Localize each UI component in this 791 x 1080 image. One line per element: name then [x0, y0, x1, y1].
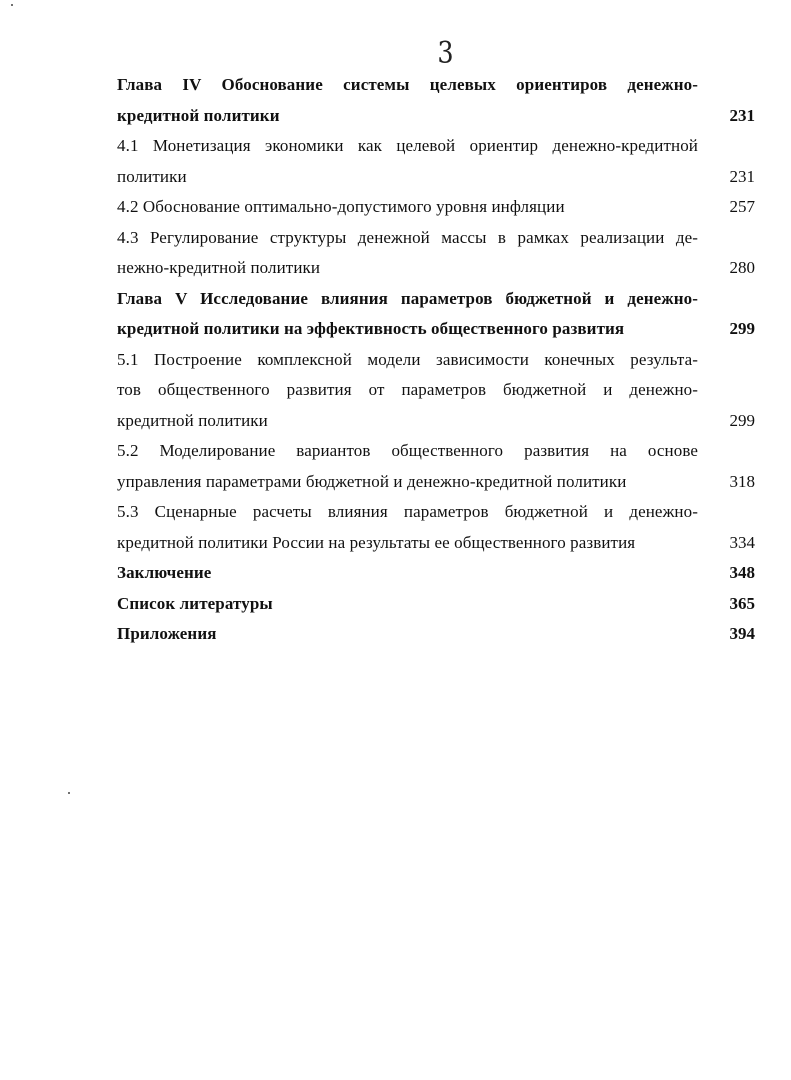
toc-entry-5-1-line-3 — [117, 406, 755, 437]
toc-entry-text: 4.1 Монетизация экономики как целевой ориентир денежно-кредитной — [117, 136, 698, 155]
toc-entry-chapter-4-line-2 — [117, 101, 755, 132]
toc-page-number: 318 — [729, 471, 755, 491]
toc-entry-4-3-line-2 — [117, 253, 755, 284]
toc-entry-text: кредитной политики — [117, 410, 268, 430]
toc-entry-text: тов общественного развития от параметров бюджетной и денежно- — [117, 380, 698, 399]
scan-speck-top — [11, 4, 13, 6]
toc-page-number: 280 — [729, 258, 755, 277]
toc-page-number: 299 — [729, 319, 755, 338]
toc-entry-5-2-line-1 — [117, 436, 755, 467]
toc-entry-text: политики — [117, 166, 187, 186]
toc-entry-text: Глава V Исследование влияния параметров бюджетной и денежно- — [117, 288, 698, 308]
toc-entry-text: 5.1 Построение комплексной модели зависимости конечных результа- — [117, 349, 698, 369]
toc-entry-text: 5.2 Моделирование вариантов общественного развития на основе — [117, 441, 698, 460]
toc-page-number: 334 — [729, 532, 755, 552]
toc-entry-chapter-5-line-1 — [117, 284, 755, 315]
toc-entry-references — [117, 589, 755, 620]
toc-entry-appendices — [117, 619, 755, 650]
toc-entry-text: Заключение — [117, 563, 212, 582]
toc-entry-text: 4.2 Обоснование оптимально-допустимого уровня инфляции — [117, 197, 565, 216]
toc-entry-5-1-line-2 — [117, 375, 755, 406]
toc-entry-4-2-line-1 — [117, 192, 755, 223]
toc-page-number: 394 — [729, 624, 755, 643]
toc-entry-5-2-line-2 — [117, 467, 755, 498]
toc-page-number: 257 — [729, 197, 755, 216]
toc-entry-text: кредитной политики на эффективность общественного развития — [117, 319, 625, 338]
toc-entry-chapter-4-line-1 — [117, 70, 755, 101]
toc-entry-5-1-line-1 — [117, 345, 755, 376]
toc-entry-text: Список литературы — [117, 593, 273, 613]
toc-entry-5-3-line-1 — [117, 497, 755, 528]
toc-entry-chapter-5-line-2 — [117, 314, 755, 345]
toc-entry-4-1-line-1 — [117, 131, 755, 162]
toc-entry-text: Приложения — [117, 624, 217, 643]
toc-page-number: 231 — [729, 105, 755, 125]
toc-entry-text: управления параметрами бюджетной и денежно-кредитной политики — [117, 471, 627, 491]
toc-entry-4-3-line-1 — [117, 223, 755, 254]
toc-entry-text: 4.3 Регулирование структуры денежной массы в рамках реализации де- — [117, 227, 698, 247]
toc-page-number: 231 — [729, 166, 755, 186]
toc-page-number: 299 — [729, 410, 755, 430]
toc-page-number: 365 — [729, 593, 755, 613]
toc-entry-text: кредитной политики — [117, 105, 280, 125]
toc-entry-text: 5.3 Сценарные расчеты влияния параметров бюджетной и денежно- — [117, 502, 698, 521]
toc-page-number: 348 — [729, 563, 755, 582]
toc-entry-text: Глава IV Обоснование системы целевых ориентиров денежно- — [117, 75, 698, 94]
toc-entry-conclusion — [117, 558, 755, 589]
table-of-contents — [117, 70, 755, 650]
page-number: 3 — [437, 36, 454, 71]
scan-speck-left — [68, 792, 70, 794]
toc-entry-text: кредитной политики России на результаты ее общественного развития — [117, 532, 636, 552]
toc-entry-4-1-line-2 — [117, 162, 755, 193]
toc-entry-text: нежно-кредитной политики — [117, 258, 321, 277]
toc-entry-5-3-line-2 — [117, 528, 755, 559]
